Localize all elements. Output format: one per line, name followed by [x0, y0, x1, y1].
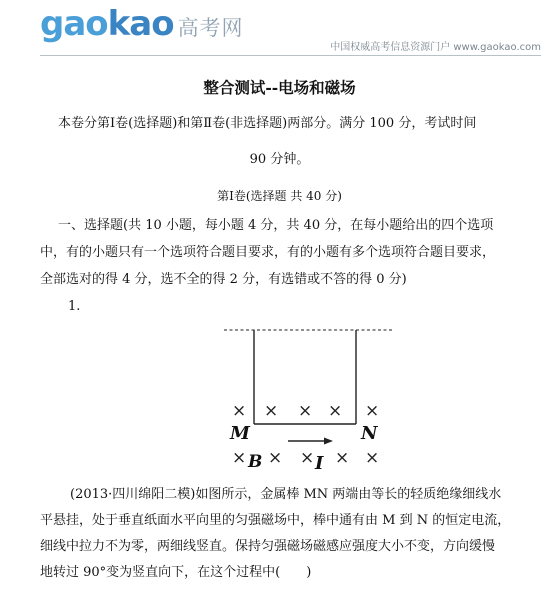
- label-I: I: [315, 453, 324, 474]
- instruction-line-3: 全部选对的得 4 分，选不全的得 2 分，有选错或不答的得 0 分): [40, 272, 407, 287]
- intro-line-2: 90 分钟。: [249, 152, 310, 167]
- field-cross-icon: ×: [365, 448, 380, 468]
- field-cross-icon: ×: [328, 401, 343, 421]
- question-line-3: 细线中拉力不为零，两细线竖直。保持匀强磁场磁感应强度大小不变，方向缓慢: [40, 539, 496, 554]
- label-M: M: [230, 423, 250, 444]
- field-cross-icon: ×: [300, 448, 315, 468]
- label-N: N: [361, 423, 378, 444]
- site-logo[interactable]: [40, 4, 244, 44]
- instruction-line-1: 一、选择题(共 10 小题，每小题 4 分，共 40 分，在每小题给出的四个选项: [58, 218, 494, 233]
- question-text: [40, 482, 540, 586]
- header-divider: [40, 55, 541, 56]
- field-cross-icon: ×: [335, 448, 350, 468]
- current-arrowhead: [324, 438, 333, 445]
- site-header: [0, 0, 559, 62]
- question-number: 1.: [68, 299, 81, 314]
- field-cross-icon: ×: [264, 401, 279, 421]
- field-cross-icon: ×: [268, 448, 283, 468]
- field-cross-icon: ×: [232, 401, 247, 421]
- magnetic-field-figure: [220, 324, 395, 474]
- doc-title: 整合测试--电场和磁场: [203, 78, 356, 97]
- section-title: 第Ⅰ卷(选择题 共 40 分): [217, 189, 342, 203]
- site-tagline: 中国权威高考信息资源门户 www.gaokao.com: [330, 42, 541, 53]
- field-cross-icon: ×: [365, 401, 380, 421]
- logo-wordmark: gaokao: [40, 4, 174, 44]
- label-B: B: [248, 452, 263, 472]
- question-line-4: 地转过 90°变为竖直向下，在这个过程中( ): [40, 565, 312, 580]
- logo-chinese: 高考网: [177, 16, 244, 40]
- field-cross-icon: ×: [298, 401, 313, 421]
- field-cross-icon: ×: [232, 448, 247, 468]
- question-line-1: (2013·四川绵阳二模)如图所示，金属棒 MN 两端由等长的轻质绝缘细线水: [70, 487, 502, 502]
- intro-line-1: 本卷分第Ⅰ卷(选择题)和第Ⅱ卷(非选择题)两部分。满分 100 分，考试时间: [58, 116, 477, 131]
- instruction-line-2: 中，有的小题只有一个选项符合题目要求，有的小题有多个选项符合题目要求，: [40, 245, 496, 260]
- question-line-2: 平悬挂，处于垂直纸面水平向里的匀强磁场中，棒中通有由 M 到 N 的恒定电流，: [40, 513, 511, 528]
